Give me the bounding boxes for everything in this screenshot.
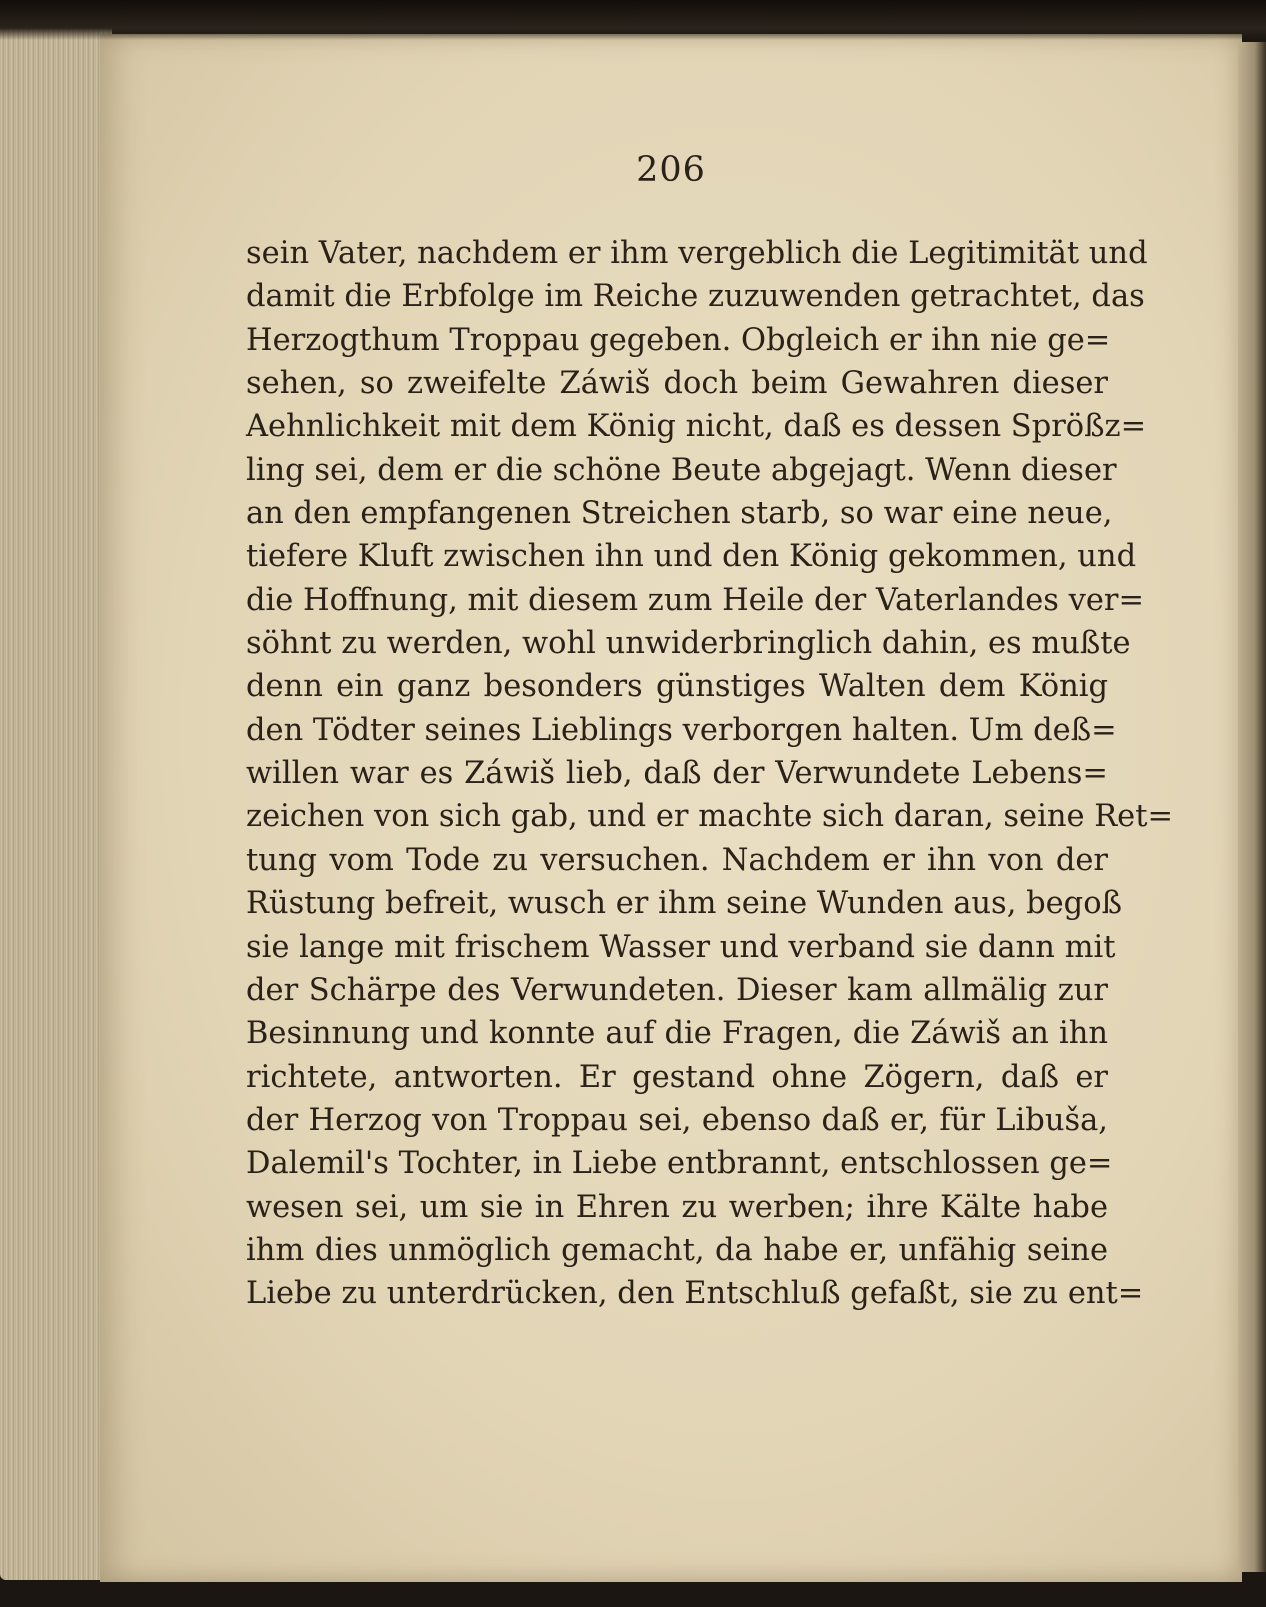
top-shadow — [0, 0, 1266, 40]
text-line: die Hoffnung, mit diesem zum Heile der Vaterlandes ver= — [246, 582, 1145, 618]
book-page — [100, 34, 1242, 1582]
body-text — [246, 232, 1174, 1316]
text-line: sehen, so zweifelte Záwiš doch beim Gewahren dieser — [246, 366, 1108, 402]
text-line: Aehnlichkeit mit dem König nicht, daß es dessen Sprößz= — [246, 409, 1147, 445]
text-line: der Herzog von Troppau sei, ebenso daß er, für Libuša, — [246, 1102, 1108, 1138]
text-line: Herzogthum Troppau gegeben. Obgleich er ihn nie ge= — [246, 322, 1111, 358]
page-number: 206 — [636, 150, 706, 190]
text-line: willen war es Záwiš lieb, daß der Verwundete Lebens= — [246, 756, 1108, 792]
text-line: richtete, antworten. Er gestand ohne Zögern, daß er — [246, 1059, 1108, 1095]
text-line: Liebe zu unterdrücken, den Entschluß gefaßt, sie zu ent= — [246, 1276, 1144, 1312]
text-line: Besinnung und konnte auf die Fragen, die Záwiš an ihn — [246, 1016, 1108, 1052]
text-line: tung vom Tode zu versuchen. Nachdem er ihn von der — [246, 842, 1108, 878]
text-line: den Tödter seines Lieblings verborgen halten. Um deß= — [246, 712, 1117, 748]
text-line: sein Vater, nachdem er ihm vergeblich die Legitimität und — [246, 236, 1148, 271]
text-line: der Schärpe des Verwundeten. Dieser kam allmälig zur — [246, 972, 1108, 1008]
page-edges — [0, 24, 112, 1580]
text-line: sie lange mit frischem Wasser und verband sie dann mit — [246, 929, 1116, 965]
text-line: söhnt zu werden, wohl unwiderbringlich dahin, es mußte — [246, 626, 1131, 662]
text-line: denn ein ganz besonders günstiges Walten dem König — [246, 669, 1108, 705]
text-line: ihm dies unmöglich gemacht, da habe er, unfähig seine — [246, 1232, 1108, 1268]
text-line: Dalemil's Tochter, in Liebe entbrannt, entschlossen ge= — [246, 1146, 1113, 1182]
text-line: damit die Erbfolge im Reiche zuzuwenden getrachtet, das — [246, 279, 1145, 315]
text-line: zeichen von sich gab, und er machte sich daran, seine Ret= — [246, 799, 1174, 835]
text-line: an den empfangenen Streichen starb, so war eine neue, — [246, 496, 1113, 532]
text-line: tiefere Kluft zwischen ihn und den König gekommen, und — [246, 539, 1137, 575]
right-page-binding — [1238, 42, 1266, 1572]
text-line: wesen sei, um sie in Ehren zu werben; ihre Kälte habe — [246, 1189, 1108, 1225]
text-line: ling sei, dem er die schöne Beute abgejagt. Wenn dieser — [246, 452, 1117, 488]
text-line: Rüstung befreit, wusch er ihm seine Wunden aus, begoß — [246, 886, 1122, 922]
